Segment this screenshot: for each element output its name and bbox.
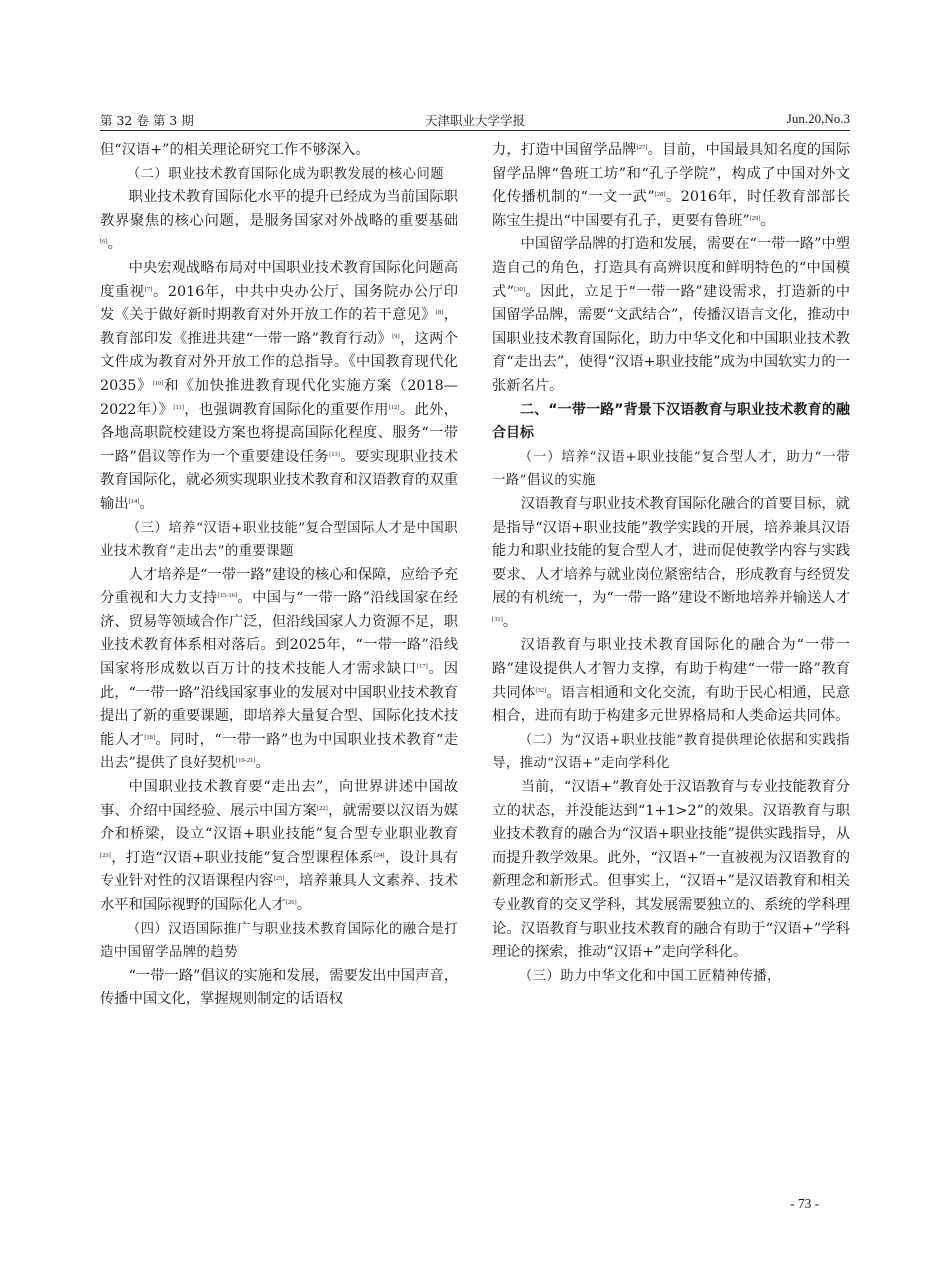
section-heading-4: （四）汉语国际推广与职业技术教育国际化的融合是打造中国留学品牌的趋势 (100, 921, 458, 961)
citation: [8] (435, 309, 444, 317)
journal-volume-issue: 第 32 卷 第 3 期 (100, 113, 194, 128)
section-heading-2: （二）职业技术教育国际化成为职教发展的核心问题 (126, 166, 444, 182)
citation: [12] (388, 403, 400, 411)
citation: [10] (152, 379, 164, 387)
citation: [17] (416, 663, 428, 671)
citation: [6] (100, 238, 108, 246)
citation: [29] (749, 214, 761, 222)
citation: [19-21] (235, 757, 256, 765)
paragraph: 中国留学品牌的打造和发展，需要在“一带一路”中塑造自己的角色，打造具有高辨识度和鲜明特色的“中国模式”[30]。因此，立足于“一带一路”建设需求，打造新的中国留学品牌，需要“文武结合”，传播汉语言文化，推动中国职业技术教育国际化，助力中华文化和中国职业技术教育“走出去”，使得“汉语+职业技能”成为中国软实力的一张新名片。 (492, 236, 850, 394)
journal-date-issue: Jun.20,No.3 (786, 111, 850, 126)
page-number: - 73 - (790, 1196, 820, 1211)
running-header (100, 111, 850, 129)
citation: [24] (373, 851, 385, 859)
left-column (100, 139, 458, 1012)
paragraph: 当前，“汉语+”教育处于汉语教育与专业技能教育分立的状态，并没能达到“1+1>2”的效果。汉语教育与职业技术教育的融合为“汉语+职业技能”提供实践指导，从而提升教学效果。此外，“汉语+”一直被视为汉语教育的新理念和新形式。但事实上，“汉语+”是汉语教育和相关专业教育的交叉学科，其发展需要独立的、系统的学科理论。汉语教育与职业技术教育的融合有助于“汉语+”学科理论的探索，推动“汉语+”走向学科化。 (492, 779, 850, 961)
citation: [18] (144, 733, 156, 741)
paragraph-continued: 力，打造中国留学品牌[27]。目前，中国最具知名度的国际留学品牌“鲁班工坊”和“孔子学院”，构成了中国对外文化传播机制的“一文一武”[28]。2016年，时任教育部部长陈宝生提出“中国要有孔子，更要有鲁班”[29]。 (492, 142, 851, 229)
section-heading-3: （三）培养“汉语+职业技能”复合型国际人才是中国职业技术教育“走出去”的重要课题 (100, 520, 458, 560)
citation: [22] (316, 804, 328, 812)
paragraph: 中国职业技术教育要“走出去”，向世界讲述中国故事、介绍中国经验、展示中国方案[22]，就需要以汉语为媒介和桥梁，设立“汉语+职业技能”复合型专业职业教育[23]，打造“汉语+职业技能”复合型课程体系[24]，设计具有专业针对性的汉语课程内容[25]，培养兼具人文素养、技术水平和国际视野的国际化人才[26]。 (100, 779, 459, 913)
header-rule (100, 130, 850, 131)
section-heading-main: 二、“一带一路”背景下汉语教育与职业技术教育的融合目标 (492, 401, 850, 442)
citation: [11] (173, 403, 184, 411)
citation: [13] (329, 450, 340, 458)
right-column (492, 139, 850, 988)
section-heading-3: （三）助力中华文化和中国工匠精神传播， (518, 968, 781, 984)
citation: [23] (100, 851, 111, 859)
citation: [26] (285, 899, 297, 906)
paragraph: 职业技术教育国际化水平的提升已经成为当前国际职教界聚焦的核心问题，是服务国家对外战略的重要基础[6]。 (100, 189, 458, 253)
citation: [14] (128, 497, 140, 505)
citation: [28] (654, 191, 666, 199)
citation: [32] (535, 686, 547, 694)
citation: [30] (514, 285, 525, 293)
paragraph: 汉语教育与职业技术教育国际化融合的首要目标，就是指导“汉语+职业技能”教学实践的开展，培养兼具汉语能力和职业技能的复合型人才，进而促使教学内容与实践要求、人才培养与就业岗位紧密结合，形成教育与经贸发展的有机统一，为“一带一路”建设不断地培养并输送人才[31]。 (492, 495, 850, 630)
paragraph: 人才培养是“一带一路”建设的核心和保障，应给予充分重视和大力支持[15-16]。中国与“一带一路”沿线国家在经济、贸易等领域合作广泛，但沿线国家人力资源不足，职业技术教育体系相对落后。到2025年，“一带一路”沿线国家将形成数以百万计的技术技能人才需求缺口[17]。因此，“一带一路”沿线国家事业的发展对中国职业技术教育提出了新的重要课题，即培养大量复合型、国际化技术技能人才[18]。同时，“一带一路”也为中国职业技术教育“走出去”提供了良好契机[19-21]。 (100, 566, 459, 772)
citation: [9] (392, 332, 400, 340)
paragraph-continued: 但“汉语+”的相关理论研究工作不够深入。 (100, 142, 370, 158)
paragraph: 汉语教育与职业技术教育国际化的融合为“一带一路”建设提供人才智力支撑，有助于构建“一带一路”教育共同体[32]。语言相通和文化交流，有助于民心相通，民意相合，进而有助于构建多元世界格局和人类命运共同体。 (492, 637, 851, 725)
paragraph: 中央宏观战略布局对中国职业技术教育国际化问题高度重视[7]。2016年，中共中央办公厅、国务院办公厅印发《关于做好新时期教育对外开放工作的若干意见》[8]，教育部印发《推进共建“一带一路”教育行动》[9]，这两个文件成为教育对外开放工作的总指导。《中国教育现代化2035》[10]和《加快推进教育现代化实施方案（2018—2022年）》[11]，也强调教育国际化的重要作用[12]。此外，各地高职院校建设方案也将提高国际化程度、服务“一带一路”倡议等作为一个重要建设任务[13]。要实现职业技术教育国际化，就必须实现职业技术教育和汉语教育的双重输出[14]。 (100, 259, 459, 512)
journal-title: 天津职业大学学报 (424, 113, 525, 128)
section-heading-2: （二）为“汉语+职业技能”教育提供理论依据和实践指导，推动“汉语+”走向学科化 (492, 732, 850, 772)
citation: [25] (273, 875, 285, 883)
citation: [7] (144, 285, 153, 293)
section-heading-1: （一）培养“汉语+职业技能”复合型人才，助力“一带一路”倡议的实施 (492, 449, 850, 489)
citation: [15-16] (217, 592, 237, 600)
citation: [27] (636, 144, 648, 151)
paragraph: “一带一路”倡议的实施和发展，需要发出中国声音，传播中国文化，掌握规则制定的话语权 (100, 967, 458, 1008)
citation: [31] (492, 615, 503, 623)
